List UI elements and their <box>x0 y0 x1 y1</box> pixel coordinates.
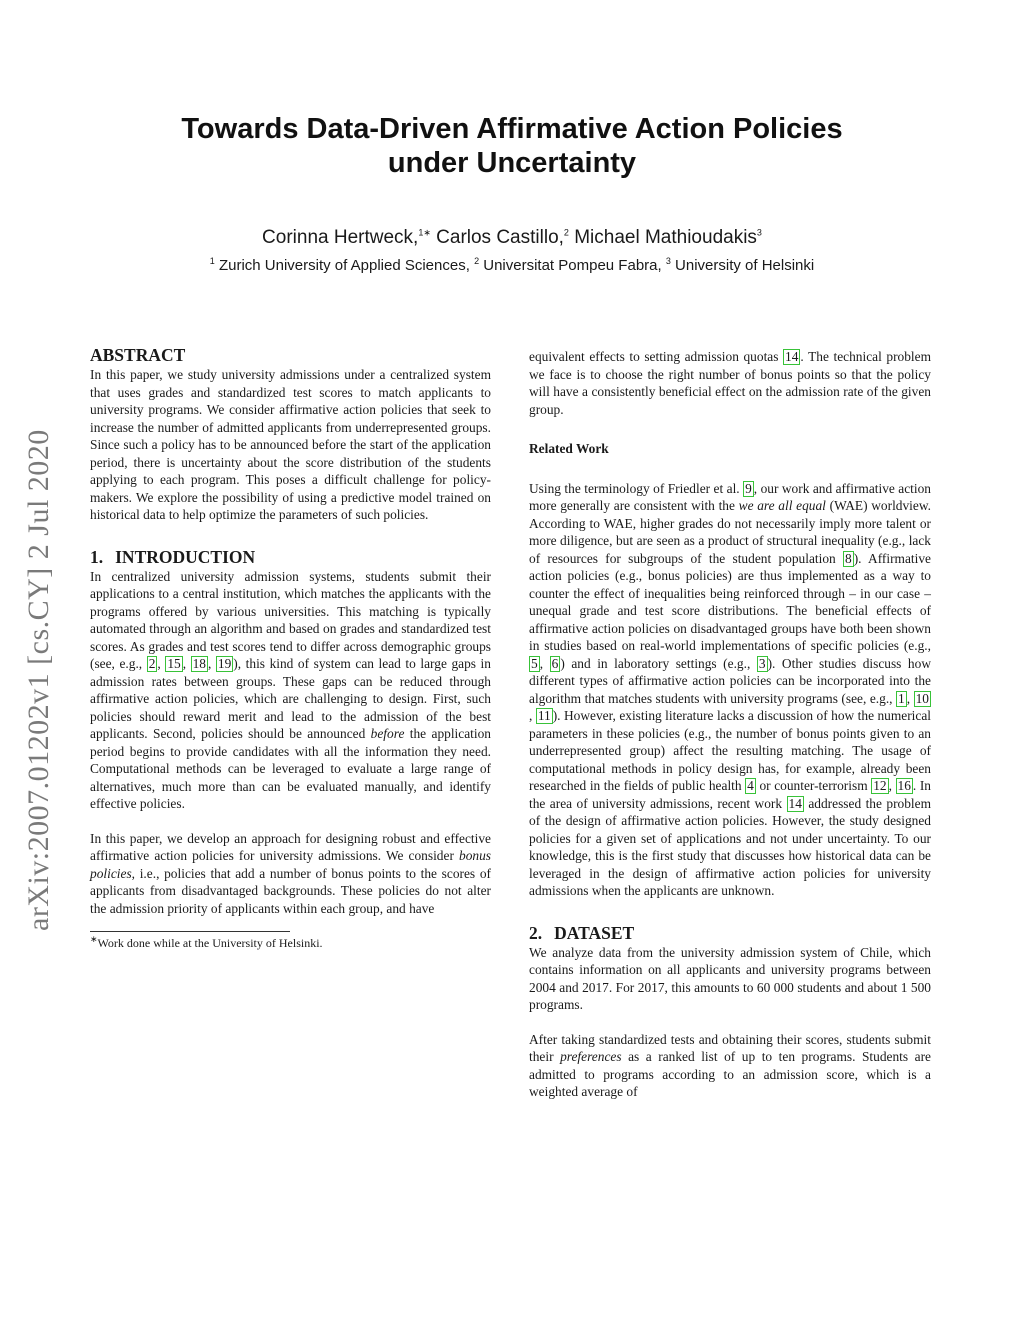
related-text-h: or counter-terrorism <box>755 778 872 793</box>
affil-3: University of Helsinki <box>675 257 815 274</box>
author-1: Corinna Hertweck, <box>262 227 419 248</box>
citation-link[interactable]: 11 <box>537 708 551 723</box>
intro-paragraph-2 <box>90 830 491 918</box>
author-2: Carlos Castillo, <box>436 227 564 248</box>
dataset-paragraph-1: We analyze data from the university admission system of Chile, which contains information on all applicants and university programs between 2004 and 2017. For 2017, this amounts to 60 000 students and about 1 500 programs. <box>529 944 931 1012</box>
related-italic: we are all equal <box>738 498 826 513</box>
right-continuation <box>529 348 931 418</box>
arxiv-stamp: arXiv:2007.01202v1 [cs.CY] 2 Jul 2020 <box>22 429 55 931</box>
footnote-text: Work done while at the University of Helsinki. <box>97 936 323 950</box>
affil-2-mark: 2 <box>474 256 480 266</box>
author-2-mark: 2 <box>563 227 569 238</box>
related-text-i: . In the area of university admissions, recent work <box>529 778 932 811</box>
dataset-heading <box>529 922 931 944</box>
intro-p1-text-a: In centralized university admission systems, students submit their applications to a central institution, which matches the applicants with the programs offered by various universities. This matching is typically automated through an algorithm and based on grades and standardized test scores. As grades and test scores tend to differ across demographic groups (see, e.g., <box>90 568 491 671</box>
title-line-1: Towards Data-Driven Affirmative Action Policies <box>181 113 843 145</box>
left-column <box>90 344 491 951</box>
related-text-e: ) and in laboratory settings (e.g., <box>560 655 757 671</box>
dataset-p2-italic: preferences <box>560 1049 622 1064</box>
right-top-text-a: equivalent effects to setting admission quotas <box>529 349 784 364</box>
related-text-a: Using the terminology of Friedler et al. <box>529 480 744 496</box>
intro-title: INTRODUCTION <box>115 546 256 567</box>
citation-link[interactable]: 4 <box>747 778 754 793</box>
affil-2: Universitat Pompeu Fabra, <box>483 257 662 274</box>
right-column <box>529 348 931 1101</box>
author-3: Michael Mathioudakis <box>574 227 757 248</box>
dataset-number: 2. <box>529 922 543 943</box>
related-text-g: ). However, existing literature lacks a discussion of how the numerical parameters in these policies (e.g., the number of bonus points given to an underrepresented group) affect the resulting matching. The usage of computational methods in policy design has, for example, already been researched in the fields of public health <box>529 708 932 793</box>
intro-p2-italic: bonus policies <box>90 848 491 881</box>
author-1-mark: 1∗ <box>418 227 431 238</box>
intro-number: 1. <box>90 546 104 567</box>
citation-link[interactable]: 15 <box>167 656 181 671</box>
citation-link[interactable]: 5 <box>531 655 538 671</box>
author-list <box>0 226 1024 250</box>
affil-1: Zurich University of Applied Sciences, <box>218 257 470 274</box>
citation-link[interactable]: 12 <box>873 778 887 793</box>
citation-link[interactable]: 3 <box>758 655 766 671</box>
citation-link[interactable]: 10 <box>915 690 929 706</box>
related-work-heading: Related Work <box>529 441 609 456</box>
footnote <box>90 936 491 951</box>
citation-link[interactable]: 14 <box>785 349 799 364</box>
citation-link[interactable]: 19 <box>217 656 232 671</box>
abstract-heading: ABSTRACT <box>90 345 186 365</box>
citation-link[interactable]: 14 <box>788 795 802 811</box>
dataset-title: DATASET <box>554 922 635 943</box>
affiliations <box>0 256 1024 276</box>
citation-link[interactable]: 6 <box>551 655 559 671</box>
citation-link[interactable]: 16 <box>897 778 911 793</box>
footnote-mark: ∗ <box>90 934 98 944</box>
dataset-paragraph-2 <box>529 1031 931 1101</box>
related-text-d: ). Affirmative action policies (e.g., bonus policies) are thus implemented as a way to counter the effect of inequalities being reinforced through – in our case – unequal grade and test score distributions. The beneficial effects of affirmative action policies on disadvantaged groups have both been shown in studies based on real-world implementations of specific policies (e.g., <box>529 550 931 653</box>
footnote-rule <box>90 931 290 932</box>
intro-paragraph-1: In centralized university admission systems, students submit their applications to a central institution, which matches the applicants with the programs offered by various universities. This matching is typically automated through an algorithm and based on grades and standardized test scores. As grades and test scores tend to differ across demographic groups (see, e.g., 2 , 15 , 18 , 19 ), this kind of system can lead to large gaps in admission rates between groups. These gaps can be reduced through affirmative action policies, which are challenging to design. First, such policies should reward merit and lead to the admission of the best applicants. Second, policies should be announced before the application period begins to provide candidates with all the information they need. Computational methods can be leveraged to evaluate a large range of alternatives, much more than can be evaluated manually, and identify effective policies. <box>90 568 491 811</box>
citation-link[interactable]: 2 <box>148 656 156 671</box>
related-text-f: ). Other studies discuss how different types of affirmative action policies can be incorporated into the algorithm that matches students with university programs (see, e.g., <box>529 655 931 706</box>
related-work-paragraph: Using the terminology of Friedler et al. 9 , our work and affirmative action more generally are consistent with the we are all equal (WAE) worldview. According to WAE, higher grades do not necessarily imply more talent or more diligence, but are seen as a product of structural inequality (e.g., lack of resources for subgroups of the student population 8 ). Affirmative action policies (e.g., bonus policies) are thus implemented as a way to counter the effect of inequalities being reinforced through – in our case – unequal grade and test score distributions. The beneficial effects of affirmative action policies on disadvantaged groups have both been shown in studies based on real-world implementations of specific policies (e.g., 5 , 6 ) and in laboratory settings (e.g., 3 ). Other studies discuss how different types of affirmative action policies can be incorporated into the algorithm that matches students with university programs (see, e.g., 1 , 10, 11 ). However, existing literature lacks a discussion of how the numerical parameters in these policies (e.g., the number of bonus points given to an underrepresented group) affect the resulting matching. The usage of computational methods in policy design has, for example, already been researched in the fields of public health 4 or counter-terrorism 12 , 16 . In the area of university admissions, recent work 14 addressed the problem of the design of affirmative action policies. However, the study designed policies for a given set of applications and not under uncertainty. To our knowledge, this is the first study that discusses how historical data can be leveraged in the design of affirmative action policies for university admissions when the applicants are unknown. <box>529 480 932 898</box>
affil-1-mark: 1 <box>209 256 215 266</box>
title-line-2: under Uncertainty <box>387 147 637 179</box>
intro-heading <box>90 546 491 568</box>
abstract-text: In this paper, we study university admissions under a centralized system that uses grades and standardized test scores to match applicants to university programs. We consider affirmative action policies that seek to increase the number of admitted applicants from underrepresented groups. Since such a policy has to be announced before the start of the application period, there is uncertainty about the score distribution of the students applying to each program. This poses a difficult challenge for policy-makers. We explore the possibility of using a predictive model trained on historical data to help optimize the parameters of such policies. <box>90 367 491 522</box>
intro-p1-italic: before <box>370 726 405 741</box>
citation-link[interactable]: 1 <box>898 690 905 706</box>
intro-p1-text-c: the application period begins to provide candidates with all the information they need. Computational methods can be leveraged to evaluate a large range of alternatives, much more than can be evaluated manually, and identify effective policies. <box>90 726 491 811</box>
citation-link[interactable]: 9 <box>745 480 752 496</box>
intro-p2-text-a: In this paper, we develop an approach for designing robust and effective affirmative action policies for university admissions. We consider <box>90 830 491 863</box>
paper-title <box>0 112 1024 180</box>
dataset-p2-text-b: as a ranked list of up to ten programs. Students are admitted to programs according to an admission score, which is a weighted average of <box>529 1049 931 1099</box>
intro-p2-text-b: , i.e., policies that add a number of bonus points to the scores of applicants from disadvantaged backgrounds. These policies do not alter the admission priority of applicants within each group, and have <box>90 865 491 916</box>
right-top-text-b: . The technical problem we face is to choose the right number of bonus points so that the policy will have a consistently beneficial effect on the admission rate of the given group. <box>529 349 932 417</box>
citation-link[interactable]: 18 <box>192 656 206 671</box>
dataset-p2-text-a: After taking standardized tests and obtaining their scores, students submit their <box>529 1031 931 1064</box>
citation-link[interactable]: 8 <box>844 550 852 566</box>
affil-3-mark: 3 <box>665 256 671 266</box>
author-3-mark: 3 <box>756 227 762 238</box>
intro-p1-text-b: ), this kind of system can lead to large gaps in admission rates between groups. These gaps can be reduced through affirmative action policies, which are challenging to design. First, such policies should reward merit and lead to the admission of the best applicants. Second, policies should be announced <box>90 656 491 741</box>
related-text-j: addressed the problem of the design of affirmative action policies. However, the study designed policies for a given set of applications and not under uncertainty. To our knowledge, this is the first study that discusses how historical data can be leveraged in the design of affirmative action policies for university admissions when the applicants are unknown. <box>529 795 931 898</box>
related-text-c: (WAE) worldview. According to WAE, higher grades do not necessarily imply more talent or more diligence, but are seen as a product of structural inequality (e.g., lack of resources for subgroups of the student population <box>529 498 931 566</box>
related-text-b: , our work and affirmative action more generally are consistent with the <box>529 480 931 513</box>
